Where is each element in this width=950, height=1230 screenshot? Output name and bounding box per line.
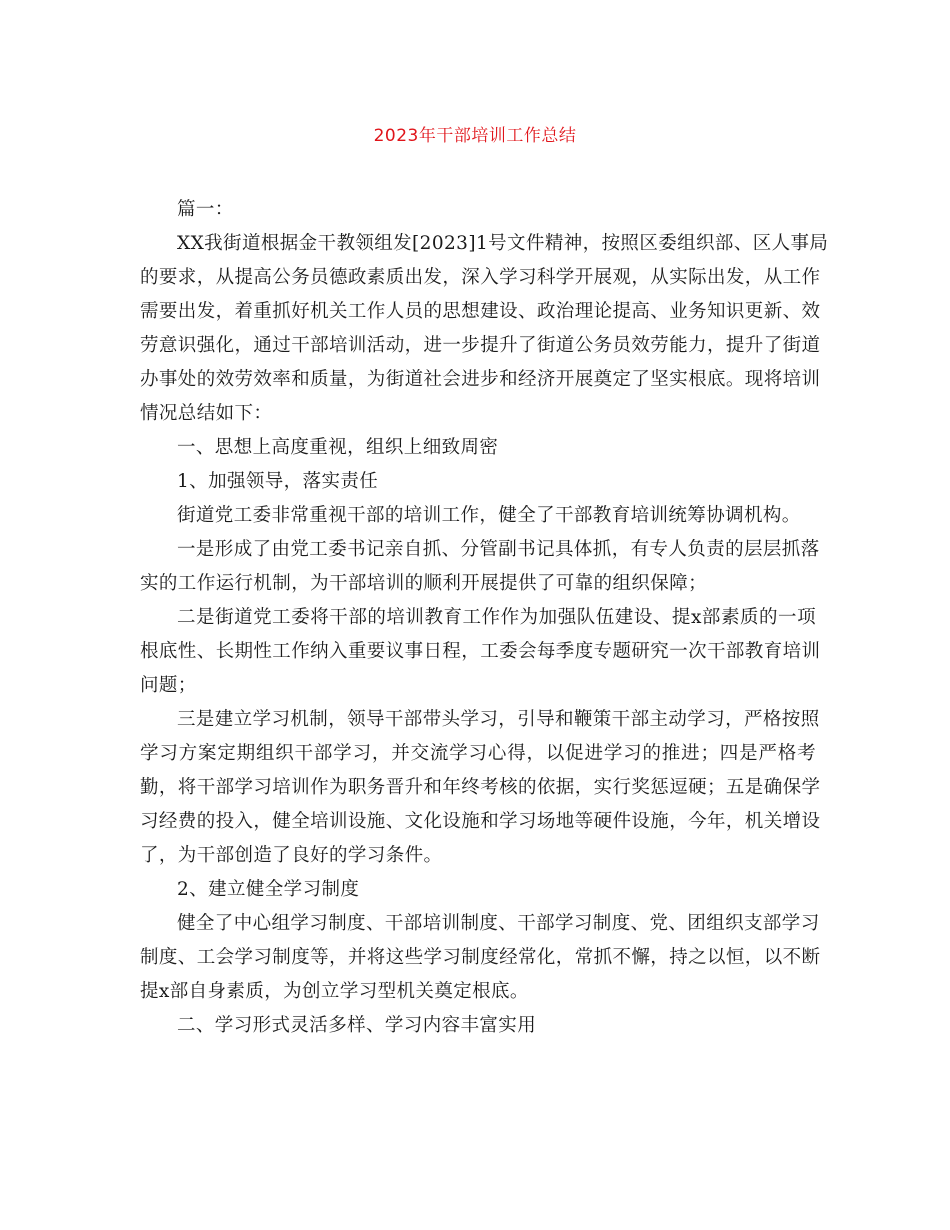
section-heading: 一、思想上高度重视，组织上细致周密 bbox=[177, 437, 499, 458]
body-line: 了，为干部创造了良好的学习条件。 bbox=[140, 845, 443, 866]
body-line: 二是街道党工委将干部的培训教育工作作为加强队伍建设、提x部素质的一项 bbox=[177, 607, 816, 628]
body-line: 制度、工会学习制度等，并将这些学习制度经常化，常抓不懈，持之以恒，以不断 bbox=[140, 947, 821, 968]
body-line: 根底性、长期性工作纳入重要议事日程，工委会每季度专题研究一次干部教育培训 bbox=[140, 641, 821, 662]
section-heading: 二、学习形式灵活多样、学习内容丰富实用 bbox=[177, 1015, 537, 1036]
body-line: 三是建立学习机制，领导干部带头学习，引导和鞭策干部主动学习，严格按照 bbox=[177, 709, 820, 730]
body-line: 学习方案定期组织干部学习，并交流学习心得，以促进学习的推进；四是严格考 bbox=[140, 743, 816, 764]
body-line: 需要出发，着重抓好机关工作人员的思想建设、政治理论提高、业务知识更新、效 bbox=[140, 301, 821, 322]
body-line: XX我街道根据金干教领组发[2023]1号文件精神，按照区委组织部、区人事局 bbox=[177, 233, 829, 254]
subsection-heading: 2、建立健全学习制度 bbox=[177, 879, 360, 900]
body-line: 篇一： bbox=[177, 199, 234, 220]
body-line: 一是形成了由党工委书记亲自抓、分管副书记具体抓，有专人负责的层层抓落 bbox=[177, 539, 820, 560]
body-line: 问题； bbox=[140, 675, 197, 696]
body-line: 的要求，从提高公务员德政素质出发，深入学习科学开展观，从实际出发，从工作 bbox=[140, 267, 821, 288]
body-line: 街道党工委非常重视干部的培训工作，健全了干部教育培训统筹协调机构。 bbox=[177, 505, 801, 526]
body-line: 习经费的投入，健全培训设施、文化设施和学习场地等硬件设施，今年，机关增设 bbox=[140, 811, 821, 832]
body-line: 实的工作运行机制，为干部培训的顺利开展提供了可靠的组织保障； bbox=[140, 573, 708, 594]
body-line: 勤，将干部学习培训作为职务晋升和年终考核的依据，实行奖惩逗硬；五是确保学 bbox=[140, 777, 821, 798]
body-line: 健全了中心组学习制度、干部培训制度、干部学习制度、党、团组织支部学习 bbox=[177, 913, 820, 934]
body-line: 办事处的效劳效率和质量，为街道社会进步和经济开展奠定了坚实根底。现将培训 bbox=[140, 369, 821, 390]
body-line: 提x部自身素质，为创立学习型机关奠定根底。 bbox=[140, 981, 529, 1002]
document-title: 2023年干部培训工作总结 bbox=[373, 126, 577, 146]
subsection-heading: 1、加强领导，落实责任 bbox=[177, 471, 379, 492]
body-line: 情况总结如下： bbox=[140, 403, 273, 424]
document-body bbox=[140, 193, 829, 1043]
body-line: 劳意识强化，通过干部培训活动，进一步提升了街道公务员效劳能力，提升了街道 bbox=[140, 335, 821, 356]
